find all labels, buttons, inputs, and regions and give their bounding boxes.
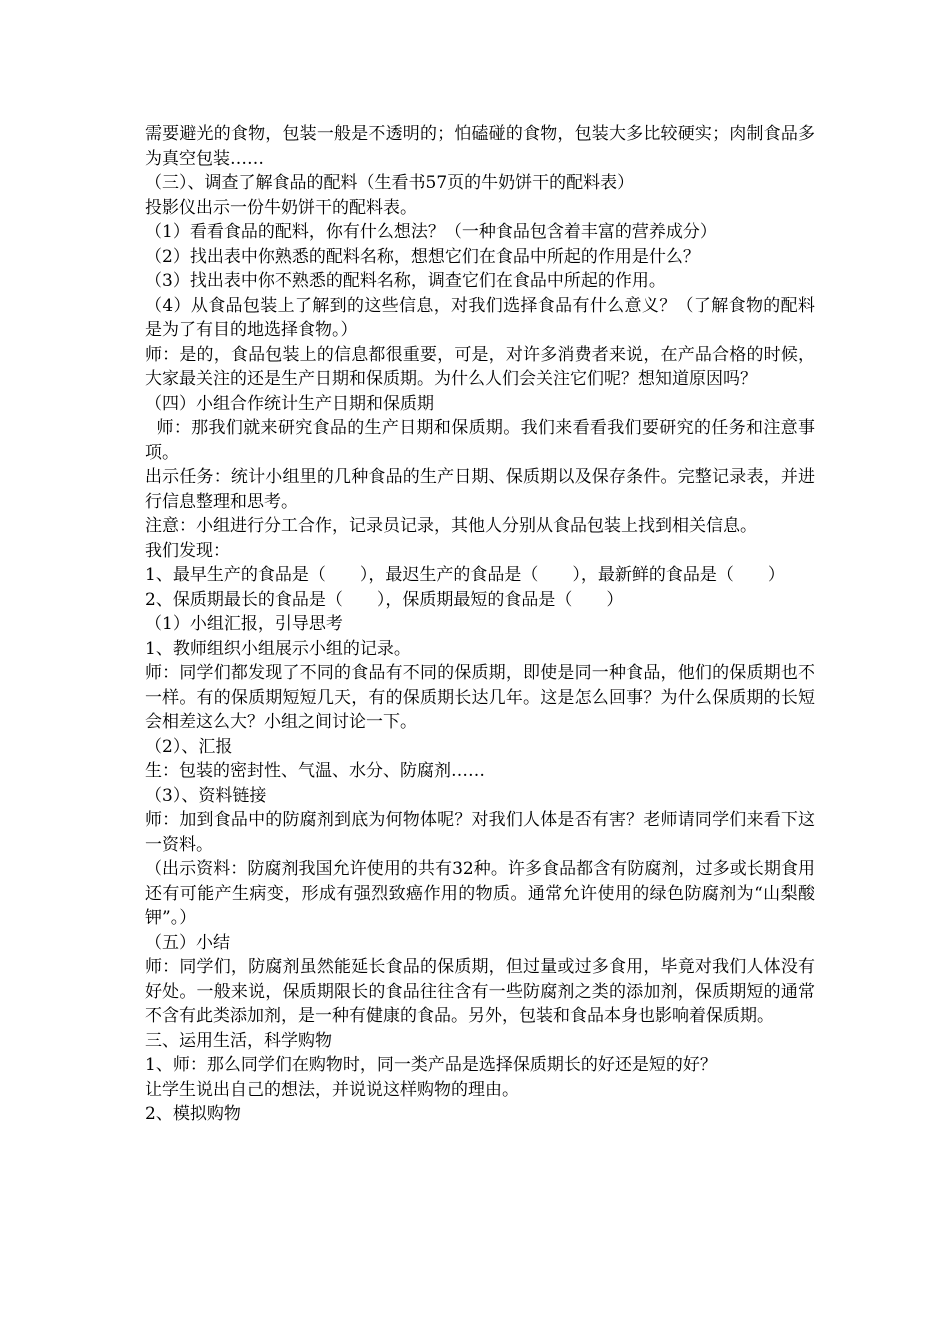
list-item: （4）从食品包装上了解到的这些信息，对我们选择食品有什么意义？（了解食物的配料是为了有目的地选择食物。） [145,295,815,340]
paragraph: 生：包装的密封性、气温、水分、防腐剂…… [145,761,485,781]
list-item: （1）看看食品的配料，你有什么想法？（一种食品包含着丰富的营养成分） [145,222,717,242]
document-body [145,122,815,1127]
list-item: 2、模拟购物 [145,1104,241,1124]
list-item: （3）、资料链接 [145,785,267,806]
list-item: 2、保质期最长的食品是（ ），保质期最短的食品是（ ） [145,589,624,610]
list-item: （2）、汇报 [145,736,233,757]
paragraph: 我们发现： [145,540,230,561]
list-item: 1、最早生产的食品是（ ），最迟生产的食品是（ ），最新鲜的食品是（ ） [145,565,785,585]
list-item: （2）找出表中你熟悉的配料名称，想想它们在食品中所起的作用是什么？ [145,246,700,267]
section-heading: （四）小组合作统计生产日期和保质期 [145,393,434,414]
paragraph: 师：加到食品中的防腐剂到底为何物体呢？对我们人体是否有害？老师请同学们来看下这一资料。 [145,810,815,855]
paragraph: 让学生说出自己的想法，并说说这样购物的理由。 [145,1079,519,1100]
paragraph: 出示任务：统计小组里的几种食品的生产日期、保质期以及保存条件。完整记录表，并进行信息整理和思考。 [145,467,815,512]
paragraph: 注意：小组进行分工合作，记录员记录，其他人分别从食品包装上找到相关信息。 [145,516,757,536]
list-item: 1、师：那么同学们在购物时，同一类产品是选择保质期长的好还是短的好？ [145,1055,717,1075]
paragraph: 师：同学们都发现了不同的食品有不同的保质期，即使是同一种食品，他们的保质期也不一样。有的保质期短短几天，有的保质期长达几年。这是怎么回事？为什么保质期的长短会相差这么大？小组之间讨论一下。 [145,663,815,732]
list-item: （3）找出表中你不熟悉的配料名称，调查它们在食品中所起的作用。 [145,271,666,291]
section-heading: 三、运用生活，科学购物 [145,1030,332,1051]
list-item: （1）小组汇报，引导思考 [145,614,343,634]
paragraph: 需要避光的食物，包装一般是不透明的；怕磕碰的食物，包装大多比较硬实；肉制食品多为真空包装…… [145,124,815,169]
paragraph: 师：是的，食品包装上的信息都很重要，可是，对许多消费者来说，在产品合格的时候，大家最关注的还是生产日期和保质期。为什么人们会关注它们呢？想知道原因吗？ [145,344,815,389]
section-heading: （三）、调查了解食品的配料（生看书57页的牛奶饼干的配料表） [145,173,635,193]
paragraph: 师：那我们就来研究食品的生产日期和保质期。我们来看看我们要研究的任务和注意事项。 [145,418,815,463]
section-heading: （五）小结 [145,932,230,953]
paragraph: 师：同学们，防腐剂虽然能延长食品的保质期，但过量或过多食用，毕竟对我们人体没有好处。一般来说，保质期限长的食品往往含有一些防腐剂之类的添加剂，保质期短的通常不含有此类添加剂，是一种有健康的食品。另外，包装和食品本身也影响着保质期。 [145,957,815,1026]
list-item: 1、教师组织小组展示小组的记录。 [145,638,411,659]
paragraph: 投影仪出示一份牛奶饼干的配料表。 [145,197,417,218]
paragraph: （出示资料：防腐剂我国允许使用的共有32种。许多食品都含有防腐剂，过多或长期食用还有可能产生病变，形成有强烈致癌作用的物质。通常允许使用的绿色防腐剂为“山梨酸钾”。） [145,859,815,928]
